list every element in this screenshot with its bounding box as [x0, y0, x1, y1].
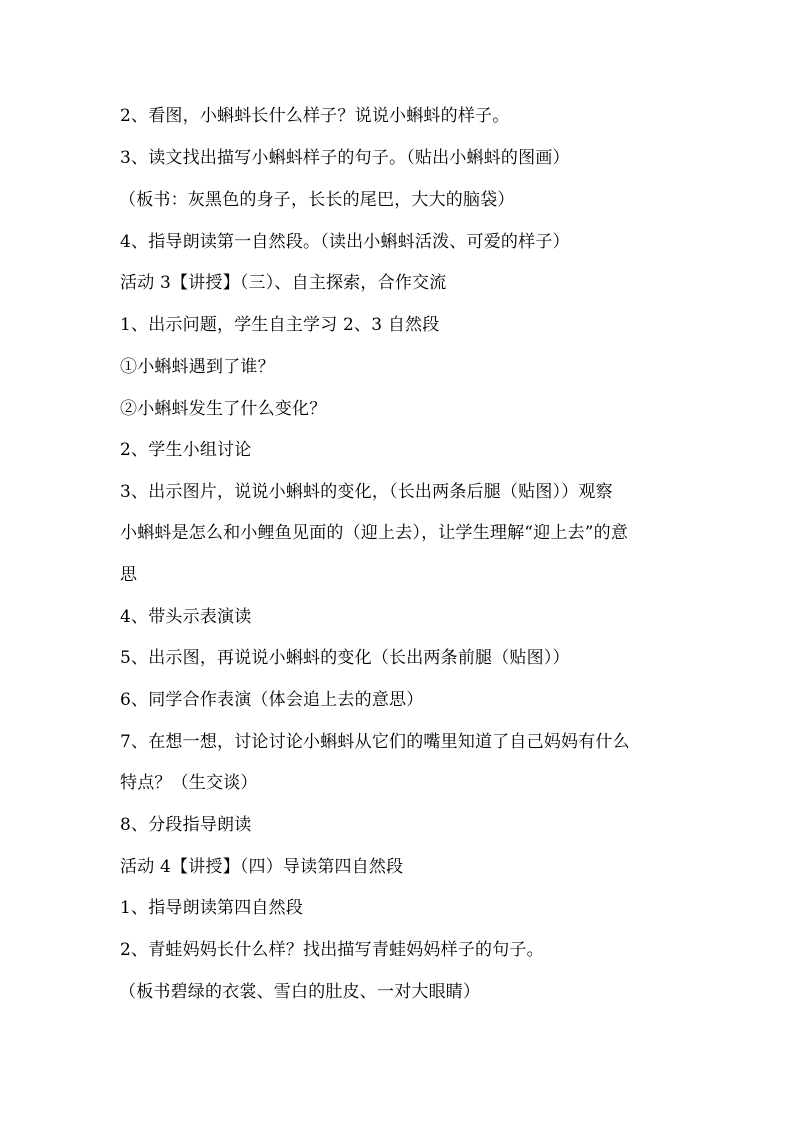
text-line: （板书：灰黑色的身子，长长的尾巴，大大的脑袋） — [119, 190, 515, 210]
text-line: 6、同学合作表演（体会追上去的意思） — [120, 690, 424, 710]
text-line: 4、带头示表演读 — [120, 607, 252, 627]
text-line: ②小蝌蚪发生了什么变化？ — [120, 399, 327, 419]
text-line: 7、在想一想，讨论讨论小蝌蚪从它们的嘴里知道了自己妈妈有什么 — [120, 732, 630, 752]
text-line: 特点？（生交谈） — [120, 773, 258, 793]
section-heading: 活动 3【讲授】（三）、自主探索，合作交流 — [120, 273, 447, 293]
text-line: 2、青蛙妈妈长什么样？找出描写青蛙妈妈样子的句子。 — [120, 940, 544, 960]
text-line: ①小蝌蚪遇到了谁？ — [120, 357, 275, 377]
text-line: 2、看图，小蝌蚪长什么样子？说说小蝌蚪的样子。 — [120, 106, 510, 126]
section-heading: 活动 4【讲授】（四）导读第四自然段 — [120, 857, 404, 877]
text-line: 1、指导朗读第四自然段 — [120, 898, 304, 918]
text-line: （板书碧绿的衣裳、雪白的肚皮、一对大眼睛） — [119, 982, 481, 1002]
text-line: 2、学生小组讨论 — [120, 440, 252, 460]
text-line: 小蝌蚪是怎么和小鲤鱼见面的（迎上去），让学生理解“迎上去”的意 — [120, 523, 629, 543]
text-line: 5、出示图，再说说小蝌蚪的变化（长出两条前腿（贴图）） — [120, 648, 570, 668]
text-line: 1、出示问题，学生自主学习 2、3 自然段 — [120, 315, 440, 335]
text-line: 8、分段指导朗读 — [120, 815, 252, 835]
text-line: 思 — [120, 565, 138, 585]
text-line: 3、出示图片，说说小蝌蚪的变化，（长出两条后腿（贴图））观察 — [120, 482, 613, 502]
text-line: 3、读文找出描写小蝌蚪样子的句子。（贴出小蝌蚪的图画） — [120, 148, 570, 168]
text-line: 4、指导朗读第一自然段。（读出小蝌蚪活泼、可爱的样子） — [120, 232, 570, 252]
